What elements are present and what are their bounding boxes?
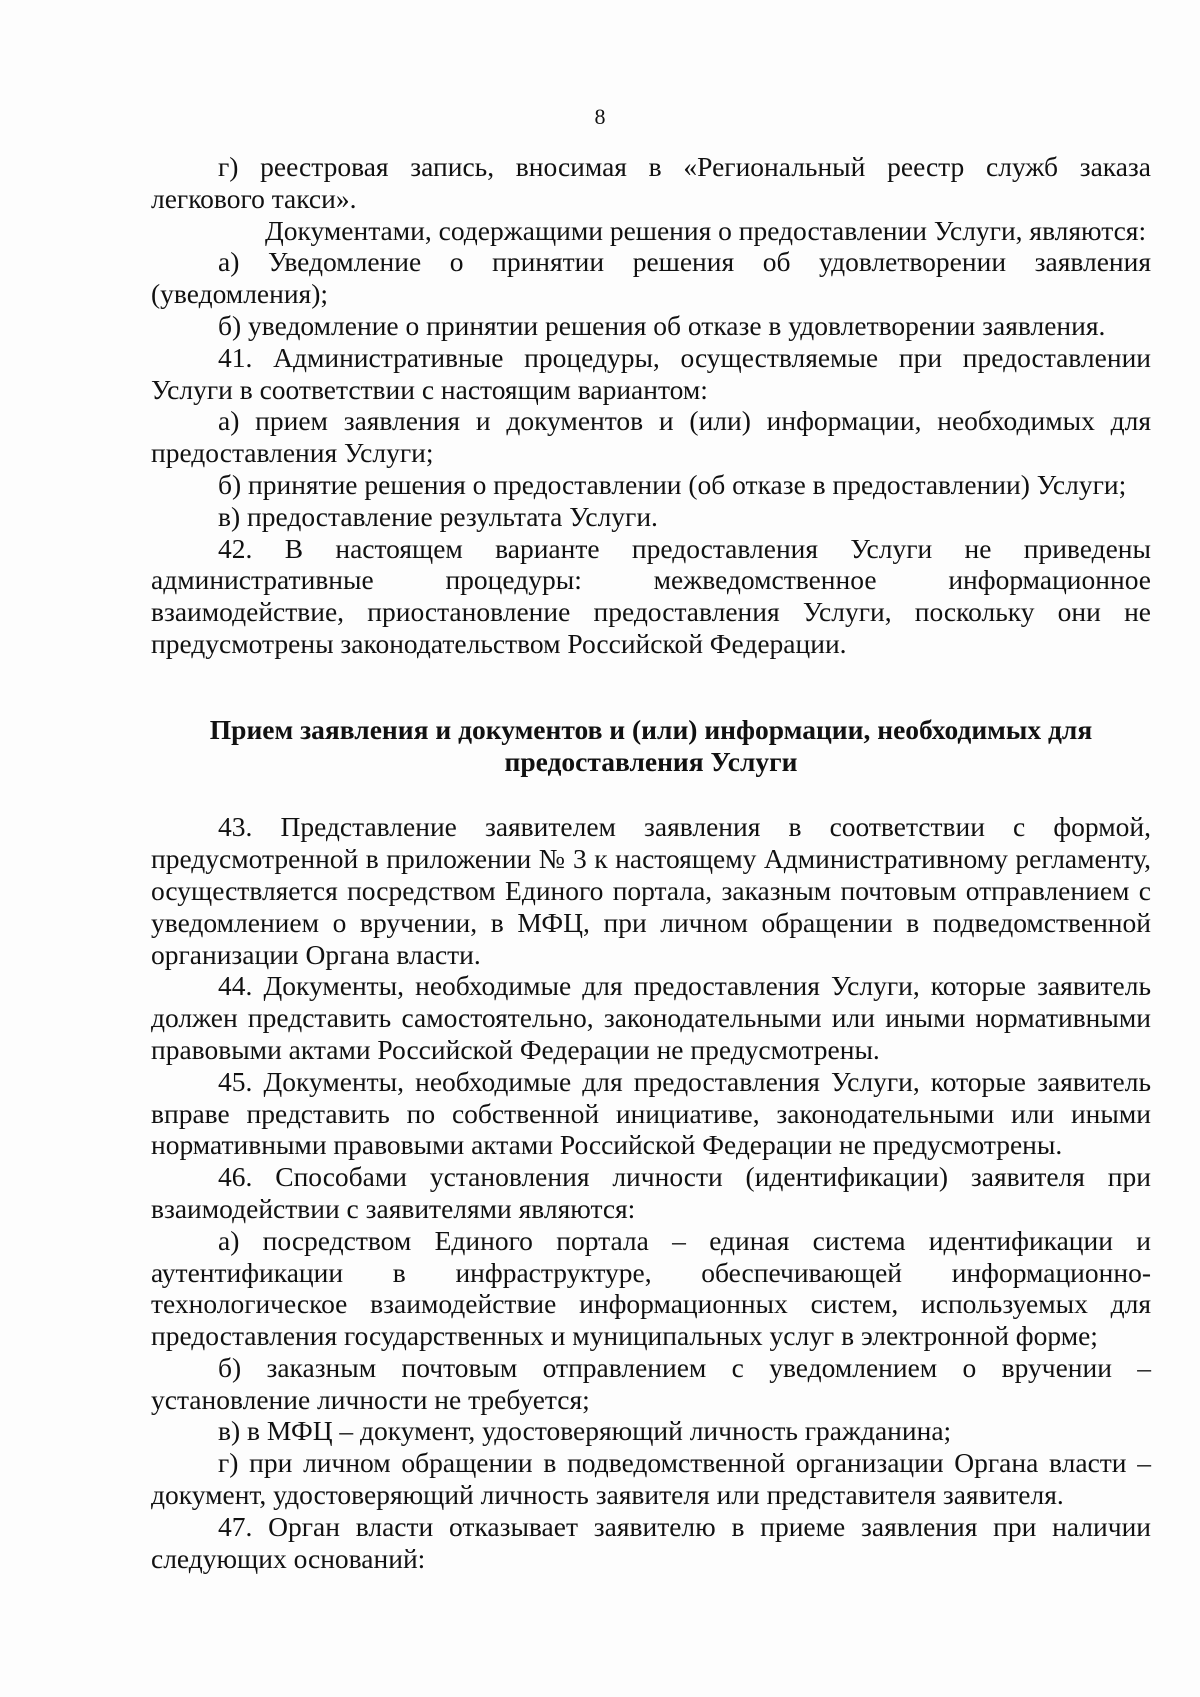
paragraph-46a: а) посредством Единого портала – единая система идентификации и аутентификации в инфраструктуре, обеспечивающей информационно-технологическое взаимодействие информационных систем, используемых для предоставления государственных и муниципальных услуг в электронной форме;	[151, 1224, 1151, 1352]
paragraph-41a: а) прием заявления и документов и (или) информации, необходимых для предоставления Услуги;	[151, 405, 1151, 469]
paragraph-41: 41. Административные процедуры, осуществляемые при предоставлении Услуги в соответствии с настоящим вариантом:	[151, 341, 1151, 405]
page-number: 8	[594, 104, 606, 129]
paragraph-42: 42. В настоящем варианте предоставления Услуги не приведены административные процедуры: межведомственное информационное взаимодействие, приостановление предоставления Услуги, поскольку они не предусмотрены законодательством Российской Федерации.	[151, 532, 1151, 659]
paragraph-43: 43. Представление заявителем заявления в соответствии с формой, предусмотренной в приложении № 3 к настоящему Административному регламенту, осуществляется посредством Единого портала, заказным почтовым отправлением с уведомлением о вручении, в МФЦ, при личном обращении в подведомственной организации Органа власти.	[151, 811, 1151, 970]
paragraph-decision-documents: Документами, содержащими решения о предоставлении Услуги, являются:	[265, 214, 1147, 246]
document-body	[151, 151, 1151, 1574]
section-heading	[151, 714, 1151, 778]
paragraph-47: 47. Орган власти отказывает заявителю в приеме заявления при наличии следующих оснований:	[151, 1510, 1151, 1574]
paragraph-reestr-record: г) реестровая запись, вносимая в «Региональный реестр служб заказа легкового такси».	[151, 151, 1151, 214]
paragraph-46b: б) заказным почтовым отправлением с уведомлением о вручении – установление личности не требуется;	[151, 1351, 1151, 1415]
paragraph-44: 44. Документы, необходимые для предоставления Услуги, которые заявитель должен представить самостоятельно, законодательными или иными нормативными правовыми актами Российской Федерации не предусмотрены.	[151, 970, 1151, 1065]
section-heading-line-2: предоставления Услуги	[504, 745, 798, 777]
paragraph-45: 45. Документы, необходимые для предоставления Услуги, которые заявитель вправе представить по собственной инициативе, законодательными или иными нормативными правовыми актами Российской Федерации не предусмотрены.	[151, 1065, 1151, 1161]
paragraph-46c: в) в МФЦ – документ, удостоверяющий личность гражданина;	[218, 1415, 952, 1447]
paragraph-notice-refusal: б) уведомление о принятии решения об отказе в удовлетворении заявления.	[218, 309, 1106, 341]
section-heading-line-1: Прием заявления и документов и (или) информации, необходимых для	[209, 713, 1093, 745]
paragraph-41c: в) предоставление результата Услуги.	[218, 500, 658, 532]
paragraph-46: 46. Способами установления личности (идентификации) заявителя при взаимодействии с заявителями являются:	[151, 1161, 1151, 1224]
paragraph-46d: г) при личном обращении в подведомственной организации Органа власти – документ, удостоверяющий личность заявителя или представителя заявителя.	[151, 1447, 1151, 1511]
paragraph-notice-approval: а) Уведомление о принятии решения об удовлетворении заявления (уведомления);	[151, 246, 1151, 310]
paragraph-41b: б) принятие решения о предоставлении (об отказе в предоставлении) Услуги;	[218, 468, 1127, 500]
